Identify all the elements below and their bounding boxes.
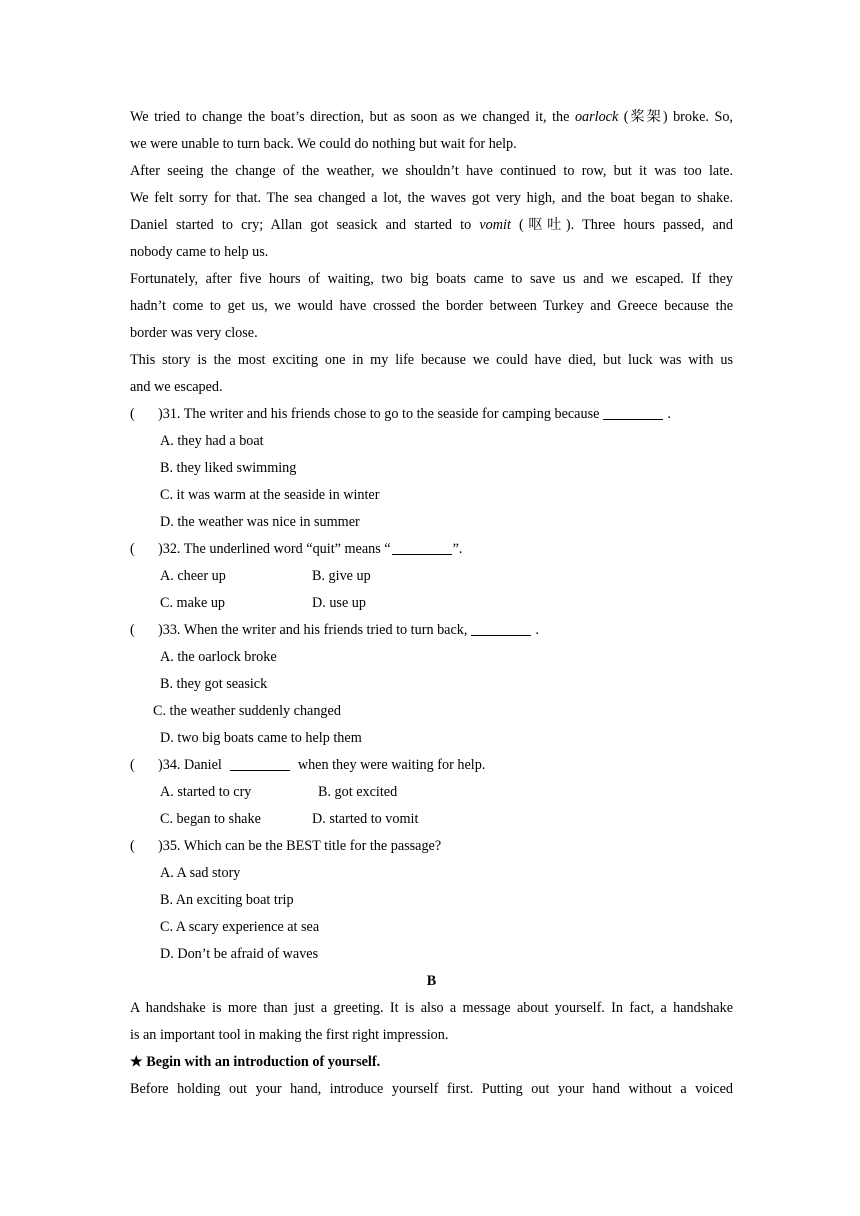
option: D. Don’t be afraid of waves — [160, 946, 319, 962]
option: A. the oarlock broke — [160, 649, 277, 665]
option: B. An exciting boat trip — [160, 892, 294, 908]
passage-line: A handshake is more than just a greeting. It is also a message about yourself. In fact, a handshake — [130, 1000, 733, 1016]
option: D. two big boats came to help them — [160, 730, 362, 746]
passage-line: Daniel started to cry; Allan got seasick and started to vomit (呕吐). Three hours passed, and — [130, 217, 733, 233]
option-row — [130, 590, 733, 617]
answer-blank — [392, 540, 452, 555]
section-subheading: ★ Begin with an introduction of yourself. — [130, 1054, 381, 1070]
option-row — [130, 563, 733, 590]
passage-line: Fortunately, after five hours of waiting, two big boats came to save us and we escaped. If they — [130, 271, 733, 287]
option: D. the weather was nice in summer — [160, 514, 360, 530]
option: B. got excited — [318, 784, 398, 800]
section-heading: B — [426, 973, 437, 989]
option: B. they liked swimming — [160, 460, 297, 476]
question-31: ( )31. The writer and his friends chose to go to the seaside for camping because . — [130, 406, 671, 422]
passage-line: This story is the most exciting one in my life because we could have died, but luck was with us — [130, 352, 733, 368]
option: A. A sad story — [160, 865, 241, 881]
question-34: ( )34. Daniel when they were waiting for help. — [130, 757, 486, 773]
option: C. it was warm at the seaside in winter — [160, 487, 380, 503]
answer-blank — [471, 621, 531, 636]
option: C. A scary experience at sea — [160, 919, 320, 935]
option: A. they had a boat — [160, 433, 264, 449]
answer-blank — [603, 405, 663, 420]
passage-line: Before holding out your hand, introduce yourself first. Putting out your hand without a voiced — [130, 1081, 733, 1097]
passage-line: After seeing the change of the weather, we shouldn’t have continued to row, but it was too late. — [130, 163, 733, 179]
option: B. they got seasick — [160, 676, 268, 692]
question-35: ( )35. Which can be the BEST title for the passage? — [130, 838, 442, 854]
option: A. started to cry — [160, 784, 252, 800]
document-page — [130, 104, 733, 1103]
option: B. give up — [312, 568, 371, 584]
option-row — [130, 779, 733, 806]
passage-line: hadn’t come to get us, we would have crossed the border between Turkey and Greece because the — [130, 298, 733, 314]
passage-line: border was very close. — [130, 325, 258, 341]
question-32: ( )32. The underlined word “quit” means “ ”. — [130, 541, 463, 557]
passage-line: We felt sorry for that. The sea changed a lot, the waves got very high, and the boat began to shake. — [130, 190, 733, 206]
passage-line: nobody came to help us. — [130, 244, 269, 260]
passage-line: We tried to change the boat’s direction, but as soon as we changed it, the oarlock (桨架) broke. So, — [130, 109, 733, 125]
option-row — [130, 806, 733, 833]
passage-line: and we escaped. — [130, 379, 223, 395]
option: D. started to vomit — [312, 811, 419, 827]
option: D. use up — [312, 595, 366, 611]
passage-line: is an important tool in making the first right impression. — [130, 1027, 449, 1043]
option: A. cheer up — [160, 568, 226, 584]
option: C. began to shake — [160, 811, 261, 827]
passage-line: we were unable to turn back. We could do nothing but wait for help. — [130, 136, 517, 152]
answer-blank — [230, 756, 290, 771]
option: C. the weather suddenly changed — [153, 703, 341, 719]
question-33: ( )33. When the writer and his friends tried to turn back, . — [130, 622, 539, 638]
option: C. make up — [160, 595, 226, 611]
